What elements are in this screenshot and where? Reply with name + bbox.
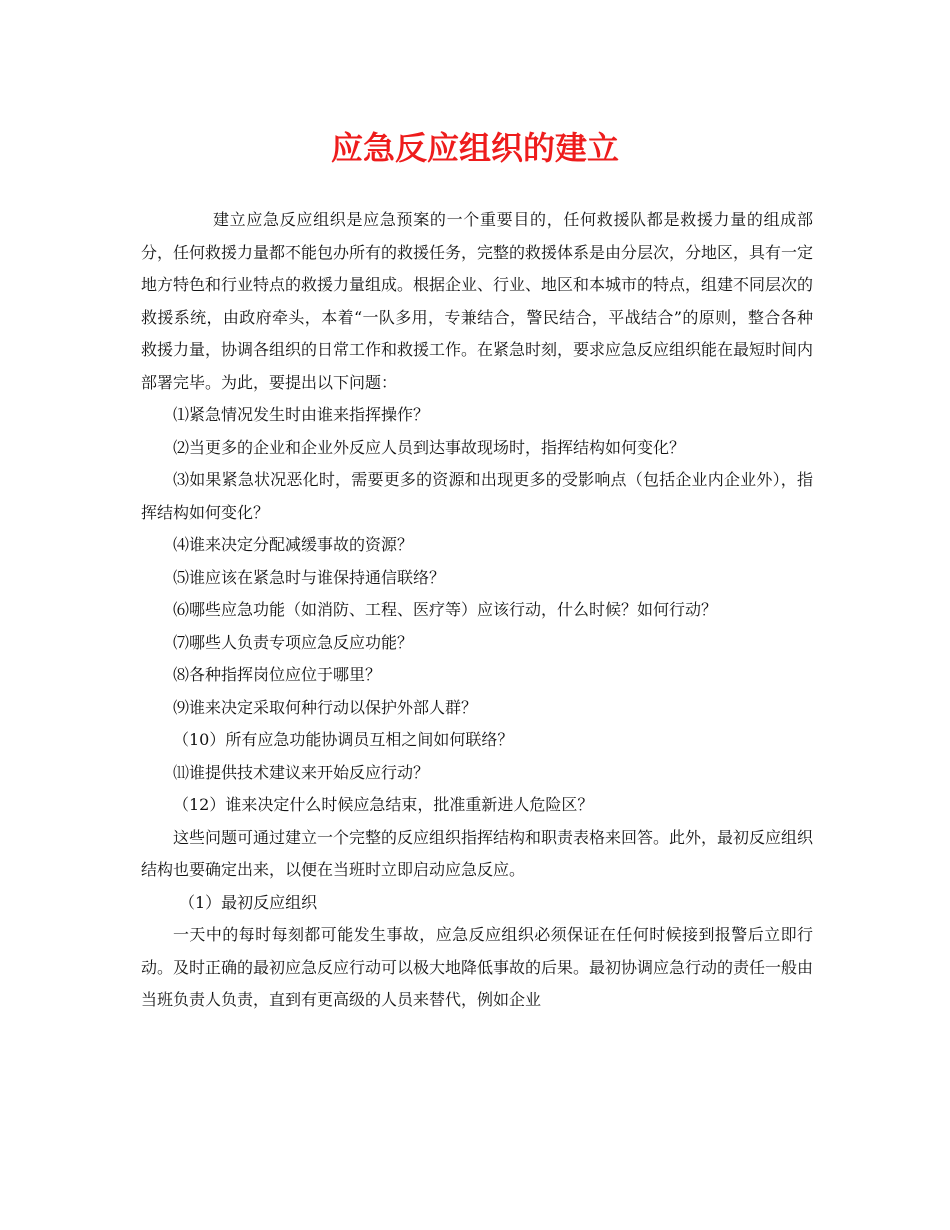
question-item: ⑹哪些应急功能（如消防、工程、医疗等）应该行动，什么时候？如何行动？ <box>173 600 718 619</box>
document-title: 应急反应组织的建立 <box>330 129 619 167</box>
question-item: ⑸谁应该在紧急时与谁保持通信联络？ <box>173 567 446 587</box>
summary-paragraph: 这些问题可通过建立一个完整的反应组织指挥结构和职责表格来回答。此外，最初反应组织结构也要确定出来，以便在当班时立即启动应急反应。 <box>141 827 814 879</box>
question-item: ⑴紧急情况发生时由谁来指挥操作？ <box>173 405 430 424</box>
question-item: ⑺哪些人负责专项应急反应功能？ <box>173 632 414 652</box>
question-item: ⑶如果紧急状况恶化时，需要更多的资源和出现更多的受影响点（包括企业内企业外），指挥结构如何变化？ <box>141 470 813 522</box>
question-item: ⑷谁来决定分配减缓事故的资源？ <box>173 535 414 554</box>
question-item: （12）谁来决定什么时候应急结束，批准重新进人危险区？ <box>173 795 594 814</box>
question-item: ⑵当更多的企业和企业外反应人员到达事故现场时，指挥结构如何变化？ <box>173 437 686 457</box>
intro-paragraph: 建立应急反应组织是应急预案的一个重要目的，任何救援队都是救援力量的组成部分，任何救援力量都不能包办所有的救援任务，完整的救援体系是由分层次，分地区，具有一定地方特色和行业特点的救援力量组成。根据企业、行业、地区和本城市的特点，组建不同层次的救援系统，由政府牵头，本着“一队多用，专兼结合，警民结合，平战结合”的原则，整合各种救援力量，协调各组织的日常工作和救援工作。在紧急时刻，要求应急反应组织能在最短时间内部署完毕。为此，要提出以下问题： <box>141 210 814 392</box>
question-item: ⑼谁来决定采取何种行动以保护外部人群？ <box>173 697 478 717</box>
section-paragraph: 一天中的每时每刻都可能发生事故，应急反应组织必须保证在任何时候接到报警后立即行动。及时正确的最初应急反应行动可以极大地降低事故的后果。最初协调应急行动的责任一般由当班负责人负责，直到有更高级的人员来替代，例如企业 <box>141 925 814 1009</box>
section-heading: （1）最初反应组织 <box>179 892 318 912</box>
document-body <box>141 204 813 1017</box>
question-item: ⑻各种指挥岗位应位于哪里？ <box>173 665 382 684</box>
question-item: （10）所有应急功能协调员互相之间如何联络？ <box>173 730 514 749</box>
question-item: ⑾谁提供技术建议来开始反应行动？ <box>173 762 430 782</box>
